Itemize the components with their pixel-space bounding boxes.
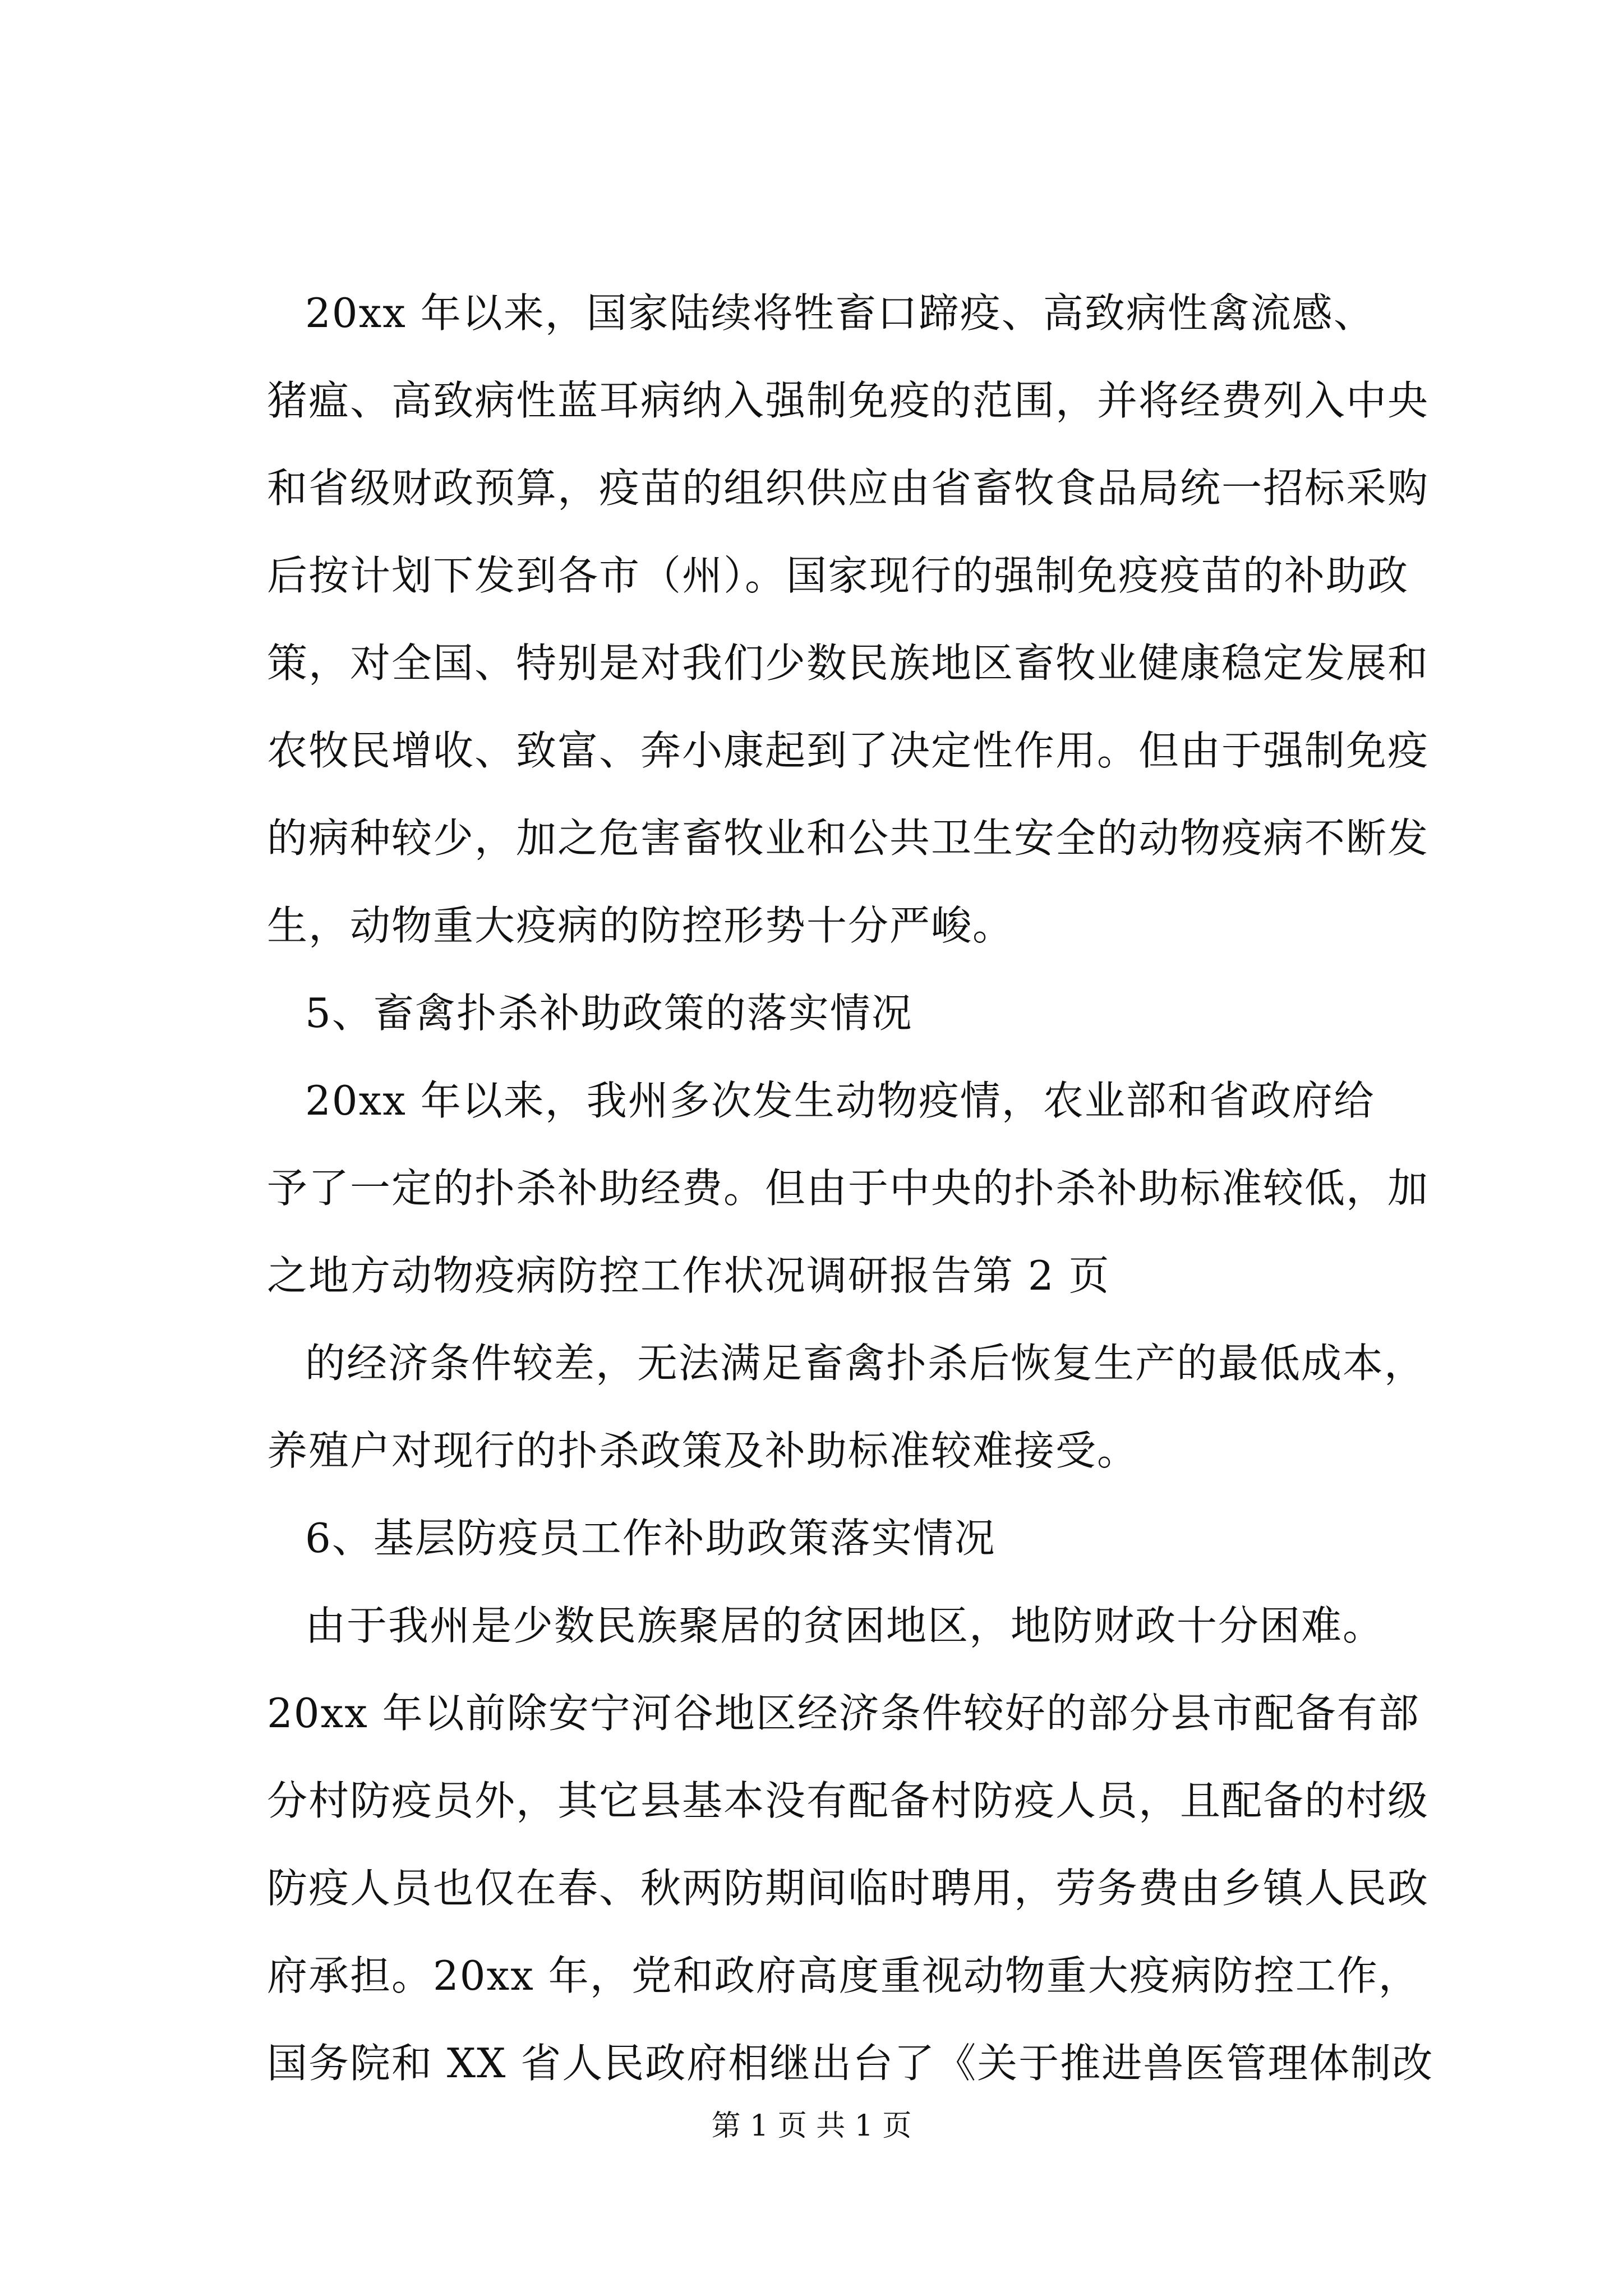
text-line: 农牧民增收、致富、奔小康起到了决定性作用。但由于强制免疫 <box>267 727 1430 774</box>
text-line: 防疫人员也仅在春、秋两防期间临时聘用，劳务费由乡镇人民政 <box>267 1865 1430 1912</box>
text-line: 的经济条件较差，无法满足畜禽扑杀后恢复生产的最低成本， <box>305 1340 1426 1387</box>
text-line: 的病种较少，加之危害畜牧业和公共卫生安全的动物疫病不断发 <box>267 815 1430 862</box>
text-line: 分村防疫员外，其它县基本没有配备村防疫人员，且配备的村级 <box>267 1777 1430 1824</box>
text-line: 猪瘟、高致病性蓝耳病纳入强制免疫的范围，并将经费列入中央 <box>267 377 1430 424</box>
section-heading: 6、基层防疫员工作补助政策落实情况 <box>305 1515 996 1562</box>
text-line: 予了一定的扑杀补助经费。但由于中央的扑杀补助标准较低，加 <box>267 1165 1430 1212</box>
text-line: 之地方动物疫病防控工作状况调研报告第 2 页 <box>267 1252 1110 1299</box>
text-line: 后按计划下发到各市（州）。国家现行的强制免疫疫苗的补助政 <box>267 552 1409 599</box>
text-line: 20xx 年以来，我州多次发生动物疫情，农业部和省政府给 <box>305 1077 1375 1124</box>
document-body <box>267 269 1445 2107</box>
text-line: 府承担。20xx 年，党和政府高度重视动物重大疫病防控工作， <box>267 1952 1420 1999</box>
text-line: 20xx 年以前除安宁河谷地区经济条件较好的部分县市配备有部 <box>267 1690 1420 1737</box>
text-line: 和省级财政预算，疫苗的组织供应由省畜牧食品局统一招标采购 <box>267 464 1430 512</box>
text-line: 国务院和 XX 省人民政府相继出台了《关于推进兽医管理体制改 <box>267 2040 1434 2087</box>
text-line: 20xx 年以来，国家陆续将牲畜口蹄疫、高致病性禽流感、 <box>305 289 1375 337</box>
text-line: 生，动物重大疫病的防控形势十分严峻。 <box>267 902 1015 949</box>
text-line: 策，对全国、特别是对我们少数民族地区畜牧业健康稳定发展和 <box>267 639 1430 687</box>
text-line: 养殖户对现行的扑杀政策及补助标准较难接受。 <box>267 1427 1139 1474</box>
section-heading: 5、畜禽扑杀补助政策的落实情况 <box>305 990 913 1037</box>
text-line: 由于我州是少数民族聚居的贫困地区，地防财政十分困难。 <box>305 1602 1385 1649</box>
page-footer: 第 1 页 共 1 页 <box>711 2109 912 2143</box>
